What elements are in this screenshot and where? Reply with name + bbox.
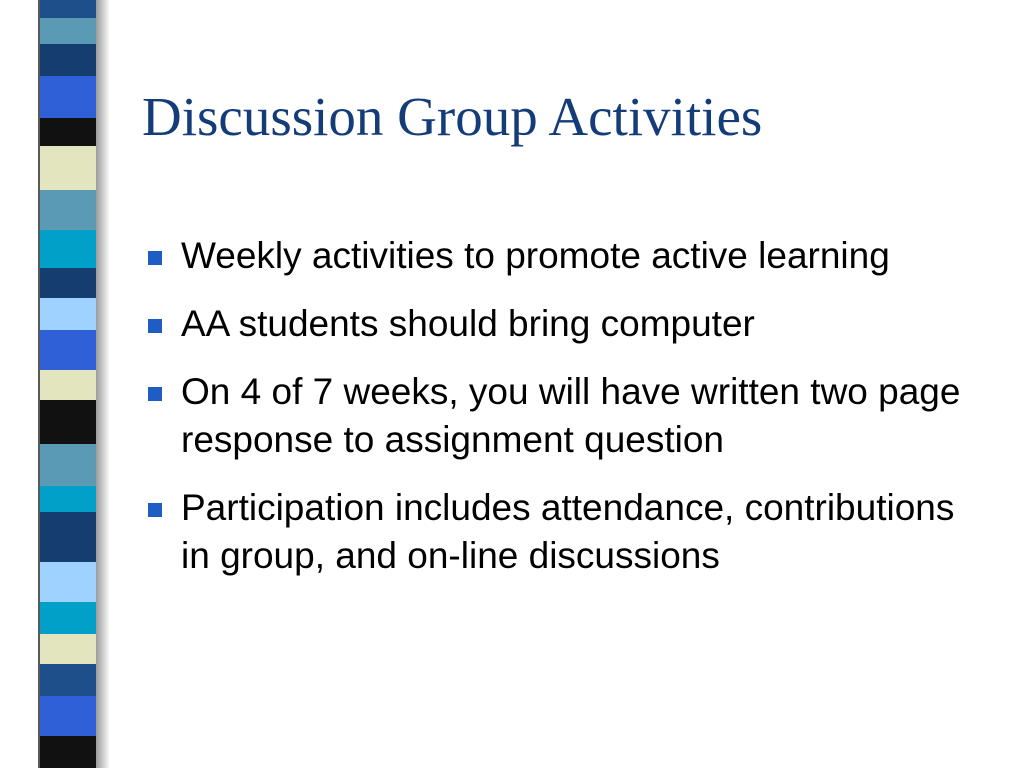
bullet-text: On 4 of 7 weeks, you will have written two page response to assignment question: [181, 371, 961, 460]
stripe-segment: [40, 696, 96, 736]
stripe-segment: [40, 602, 96, 634]
bullet-text: AA students should bring computer: [181, 303, 755, 344]
square-bullet-icon: [148, 319, 162, 333]
slide-title: Discussion Group Activities: [142, 86, 763, 147]
decorative-stripe-shadow: [96, 0, 110, 768]
square-bullet-icon: [148, 251, 162, 265]
stripe-segment: [40, 664, 96, 696]
bullet-item: [148, 300, 988, 348]
bullet-item: [148, 368, 988, 464]
stripe-segment: [40, 268, 96, 298]
stripe-segment: [40, 512, 96, 562]
stripe-segment: [40, 190, 96, 230]
stripe-segment: [40, 562, 96, 602]
stripe-segment: [40, 298, 96, 330]
stripe-segment: [40, 230, 96, 268]
bullet-list: [148, 232, 988, 600]
bullet-item: [148, 484, 988, 580]
bullet-text: Participation includes attendance, contributions in group, and on-line discussions: [181, 487, 955, 576]
stripe-segment: [40, 76, 96, 118]
stripe-segment: [40, 18, 96, 44]
bullet-item: [148, 232, 988, 280]
stripe-segment: [40, 634, 96, 664]
stripe-segment: [40, 370, 96, 400]
stripe-segment: [40, 0, 96, 18]
stripe-segment: [40, 118, 96, 146]
decorative-color-stripe: [38, 0, 96, 768]
stripe-segment: [40, 486, 96, 512]
stripe-segment: [40, 400, 96, 444]
stripe-segment: [40, 330, 96, 370]
stripe-segment: [40, 44, 96, 76]
square-bullet-icon: [148, 503, 162, 517]
bullet-text: Weekly activities to promote active learning: [181, 235, 890, 276]
stripe-segment: [40, 146, 96, 190]
stripe-segment: [40, 444, 96, 486]
stripe-segment: [40, 736, 96, 768]
square-bullet-icon: [148, 387, 162, 401]
